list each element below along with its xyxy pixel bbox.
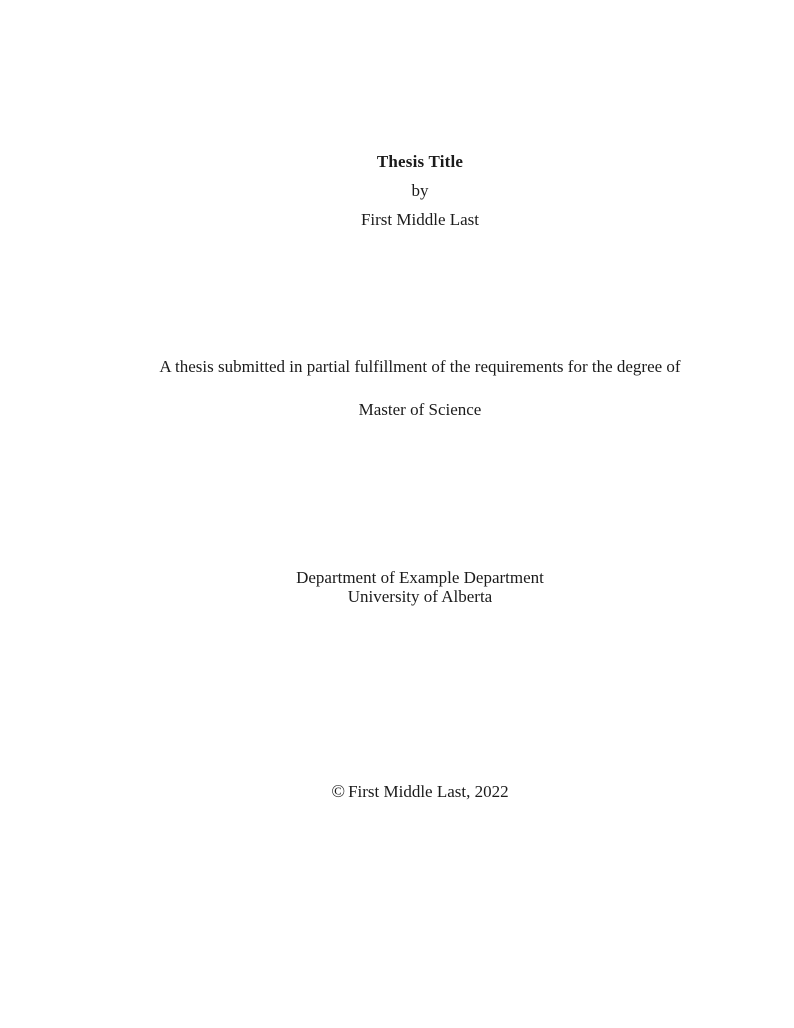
title-block <box>70 152 770 230</box>
department-name: Department of Example Department <box>296 568 544 587</box>
university-name: University of Alberta <box>347 587 493 606</box>
byline: by <box>411 181 429 200</box>
page-title: Thesis Title <box>376 152 464 171</box>
submission-block <box>70 357 770 420</box>
copyright-line <box>70 781 770 802</box>
copyright-icon: © <box>331 781 346 801</box>
institution-block <box>70 568 770 606</box>
author-name: First Middle Last <box>360 210 480 229</box>
submission-statement: A thesis submitted in partial fulfillment of the requirements for the degree of <box>159 357 681 376</box>
degree-name: Master of Science <box>358 400 482 419</box>
copyright-block <box>70 781 770 802</box>
copyright-text: First Middle Last, 2022 <box>348 782 509 801</box>
